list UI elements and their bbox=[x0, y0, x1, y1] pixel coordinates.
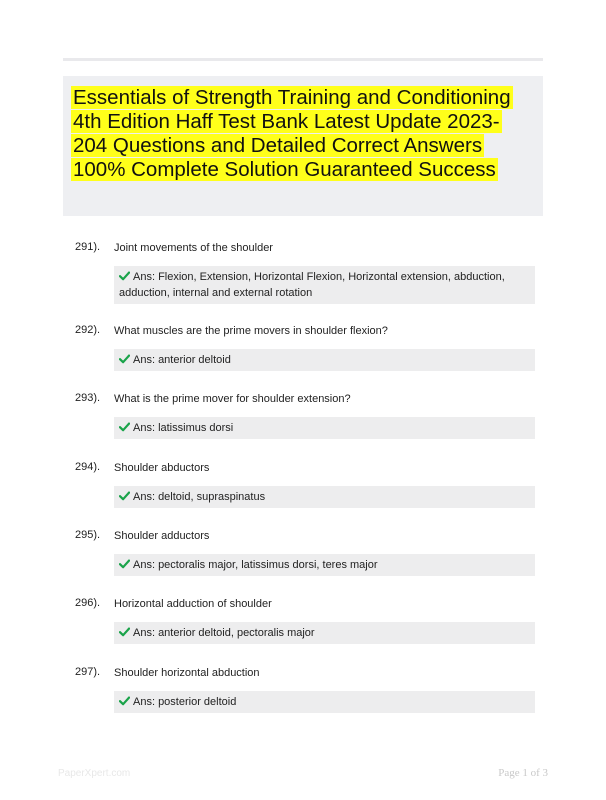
question-item bbox=[63, 461, 543, 506]
question-text: What is the prime mover for shoulder extension? bbox=[114, 393, 351, 405]
answer-text: Ans: anterior deltoid bbox=[133, 354, 231, 366]
title-banner bbox=[63, 76, 543, 216]
question-item bbox=[63, 392, 543, 437]
answer-box bbox=[114, 622, 535, 644]
answer-box bbox=[114, 417, 535, 439]
check-icon bbox=[119, 559, 130, 569]
question-text: Shoulder adductors bbox=[114, 530, 210, 542]
answer-text: Ans: posterior deltoid bbox=[133, 696, 237, 708]
question-item bbox=[63, 241, 543, 301]
check-icon bbox=[119, 354, 130, 364]
question-number: 297). bbox=[75, 666, 101, 678]
question-number: 295). bbox=[75, 529, 101, 541]
check-icon bbox=[119, 491, 130, 501]
question-item bbox=[63, 597, 543, 642]
question-number: 292). bbox=[75, 324, 101, 336]
question-text: Shoulder abductors bbox=[114, 462, 210, 474]
answer-text: Ans: Flexion, Extension, Horizontal Flexion, Horizontal extension, abduction, adduction, internal and external rotation bbox=[119, 271, 505, 299]
question-number: 291). bbox=[75, 241, 101, 253]
answer-box bbox=[114, 691, 535, 713]
answer-box bbox=[114, 486, 535, 508]
page-number: Page 1 of 3 bbox=[498, 767, 548, 779]
question-text: Shoulder horizontal abduction bbox=[114, 667, 260, 679]
question-text: Horizontal adduction of shoulder bbox=[114, 598, 272, 610]
question-item bbox=[63, 666, 543, 711]
document-title-text: Essentials of Strength Training and Conditioning 4th Edition Haff Test Bank Latest Update 2023-204 Questions and Detailed Correct Answers 100% Complete Solution Guaranteed Success bbox=[73, 86, 511, 181]
answer-text: Ans: anterior deltoid, pectoralis major bbox=[133, 627, 315, 639]
answer-box bbox=[114, 554, 535, 576]
question-text: What muscles are the prime movers in shoulder flexion? bbox=[114, 325, 388, 337]
answer-box bbox=[114, 349, 535, 371]
question-number: 296). bbox=[75, 597, 101, 609]
top-divider bbox=[63, 58, 543, 61]
question-item bbox=[63, 529, 543, 574]
question-text: Joint movements of the shoulder bbox=[114, 242, 273, 254]
check-icon bbox=[119, 627, 130, 637]
question-number: 294). bbox=[75, 461, 101, 473]
check-icon bbox=[119, 271, 130, 281]
answer-text: Ans: pectoralis major, latissimus dorsi, teres major bbox=[133, 559, 378, 571]
answer-text: Ans: deltoid, supraspinatus bbox=[133, 491, 266, 503]
question-number: 293). bbox=[75, 392, 101, 404]
answer-text: Ans: latissimus dorsi bbox=[133, 422, 234, 434]
document-title bbox=[71, 86, 533, 182]
question-item bbox=[63, 324, 543, 369]
check-icon bbox=[119, 696, 130, 706]
check-icon bbox=[119, 422, 130, 432]
answer-box bbox=[114, 266, 535, 304]
footer-watermark: PaperXpert.com bbox=[58, 768, 131, 779]
